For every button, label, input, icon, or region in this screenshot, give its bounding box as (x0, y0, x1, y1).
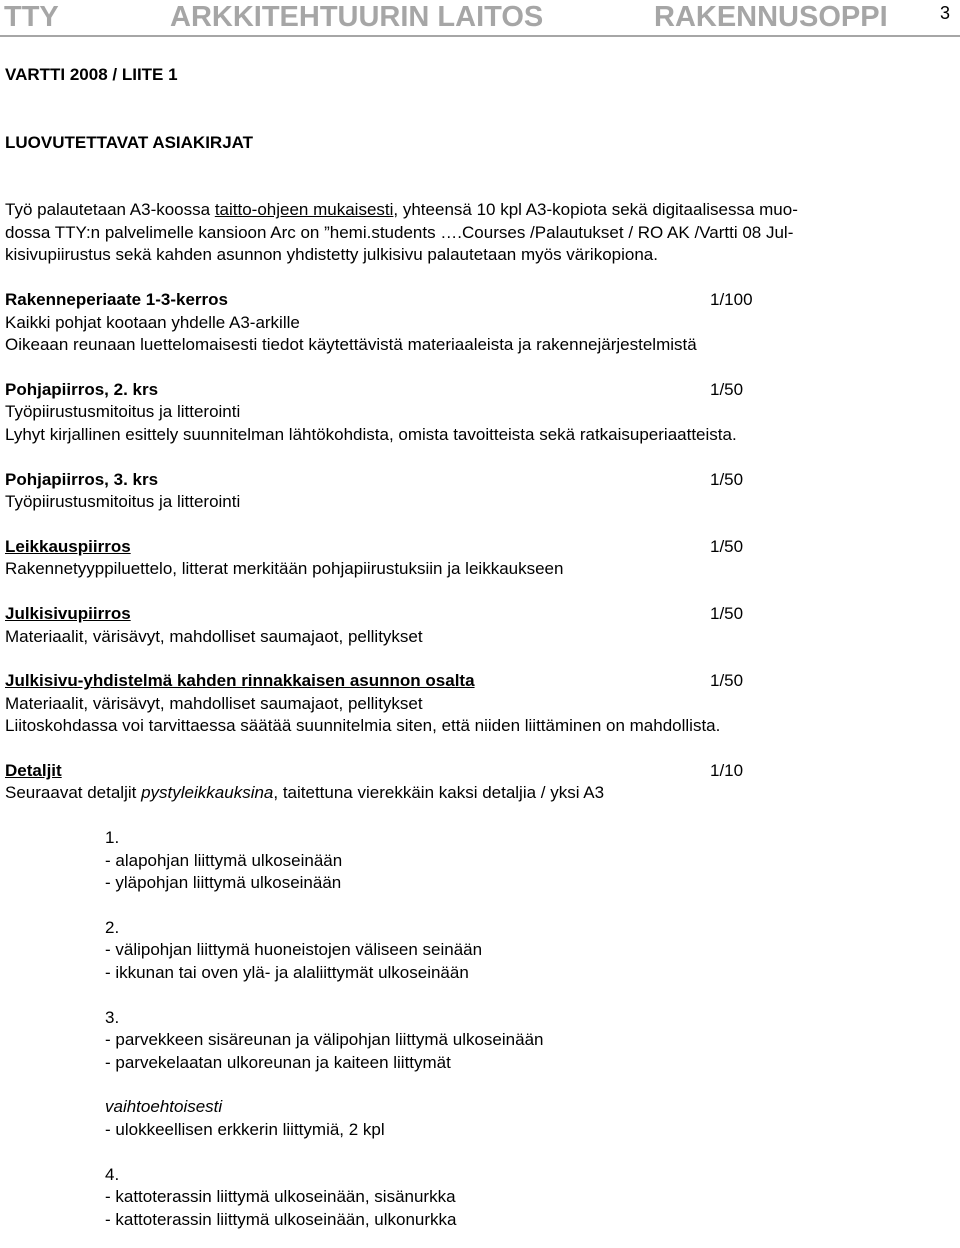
section-line: Rakennetyyppiluettelo, litterat merkitään pohjapiirustuksiin ja leikkaukseen (5, 559, 564, 579)
section-line: Materiaalit, värisävyt, mahdolliset saumajaot, pellitykset (5, 626, 423, 646)
detail-item: - kattoterassin liittymä ulkoseinään, ulkonurkka (105, 1209, 457, 1229)
details-desc-italic: pystyleikkauksina (141, 783, 274, 803)
section-line: Lyhyt kirjallinen esittely suunnitelman lähtökohdista, omista tavoitteista sekä ratkaisuperiaatteista. (5, 424, 737, 444)
section-scale: 1/50 (710, 671, 744, 691)
details-desc-1: Seuraavat detaljit (5, 783, 142, 803)
detail-group-2 (105, 917, 955, 985)
detail-item: - välipohjan liittymä huoneistojen väliseen seinään (105, 940, 483, 960)
detail-group-number: 1. (105, 828, 120, 848)
section-title: Pohjapiirros, 2. krs (5, 379, 159, 399)
section-rakenneperiaate (5, 289, 955, 357)
section-title: Detaljit (5, 760, 62, 780)
intro-text-2: , yhteensä 10 kpl A3-kopiota sekä digitaalisessa muo- (393, 200, 798, 220)
section-julkisivu (5, 603, 955, 648)
detail-item: - yläpohjan liittymä ulkoseinään (105, 873, 342, 893)
doc-title: VARTTI 2008 / LIITE 1 (5, 65, 178, 84)
section-scale: 1/50 (710, 603, 744, 623)
header-rule (0, 35, 960, 37)
section-line: Oikeaan reunaan luettelomaisesti tiedot käytettävistä materiaaleista ja rakennejärjestelmistä (5, 335, 697, 355)
section-title: LUOVUTETTAVAT ASIAKIRJAT (5, 132, 254, 152)
details-desc-2: , taitettuna vierekkäin kaksi detaljia / yksi A3 (273, 783, 605, 803)
section-heading (5, 379, 955, 402)
intro-line-3: kisivupiirustus sekä kahden asunnon yhdistetty julkisivu palautetaan myös värikopiona. (5, 245, 658, 265)
detail-group-alternative (105, 1096, 955, 1141)
section-heading (5, 536, 955, 559)
section-heading (5, 289, 955, 312)
detail-group-1 (105, 827, 955, 895)
section-line: Kaikki pohjat kootaan yhdelle A3-arkille (5, 312, 300, 332)
detail-item: - alapohjan liittymä ulkoseinään (105, 850, 343, 870)
page-header (0, 0, 960, 40)
section-heading (5, 603, 955, 626)
intro-line-1 (5, 199, 955, 222)
section-heading (5, 670, 955, 693)
section-leikkaus (5, 536, 955, 581)
header-left: TTY (4, 1, 59, 33)
intro-line-2: dossa TTY:n palvelimelle kansioon Arc on ”hemi.students ….Courses /Palautukset / RO AK /Vartti 08 Jul- (5, 222, 794, 242)
detail-group-number: 4. (105, 1164, 120, 1184)
section-julkisivu-yhdistelma (5, 670, 955, 738)
section-scale: 1/50 (710, 379, 744, 399)
section-title: Julkisivupiirros (5, 603, 131, 623)
section-line: Materiaalit, värisävyt, mahdolliset saumajaot, pellitykset (5, 693, 423, 713)
section-pohjapiirros-3 (5, 469, 955, 514)
detail-item: - parvekelaatan ulkoreunan ja kaiteen liittymät (105, 1052, 451, 1072)
section-title: Leikkauspiirros (5, 536, 131, 556)
section-scale: 1/100 (710, 289, 753, 309)
section-heading (5, 469, 955, 492)
section-scale: 1/50 (710, 469, 744, 489)
section-detaljit (5, 760, 955, 1232)
instructions-link[interactable]: taitto-ohjeen mukaisesti (214, 200, 394, 220)
section-line: Liitoskohdassa voi tarvittaessa säätää suunnitelmia siten, että niiden liittäminen on mahdollista. (5, 716, 721, 736)
page-number: 3 (940, 3, 951, 23)
section-pohjapiirros-2 (5, 379, 955, 447)
page-content (5, 64, 955, 1231)
detail-group-4 (105, 1164, 955, 1232)
header-right: RAKENNUSOPPI (654, 1, 888, 33)
detail-group-label: vaihtoehtoisesti (105, 1097, 223, 1117)
detail-group-number: 2. (105, 917, 120, 937)
details-description (5, 782, 955, 805)
section-scale: 1/10 (710, 760, 744, 780)
detail-item: - ulokkeellisen erkkerin liittymiä, 2 kpl (105, 1120, 385, 1139)
section-title: Pohjapiirros, 3. krs (5, 469, 159, 489)
section-title: Rakenneperiaate 1-3-kerros (5, 289, 229, 309)
detail-group-3 (105, 1007, 955, 1075)
section-heading (5, 760, 955, 783)
section-line: Työpiirustusmitoitus ja litterointi (5, 402, 241, 422)
detail-item: - parvekkeen sisäreunan ja välipohjan liittymä ulkoseinään (105, 1030, 544, 1050)
header-center: ARKKITEHTUURIN LAITOS (170, 1, 544, 33)
detail-group-number: 3. (105, 1007, 120, 1027)
section-line: Työpiirustusmitoitus ja litterointi (5, 492, 241, 512)
detail-item: - kattoterassin liittymä ulkoseinään, sisänurkka (105, 1187, 456, 1207)
intro-text-1: Työ palautetaan A3-koossa (5, 200, 215, 220)
detail-item: - ikkunan tai oven ylä- ja alaliittymät ulkoseinään (105, 963, 469, 983)
intro-paragraph (5, 199, 955, 267)
section-title: Julkisivu-yhdistelmä kahden rinnakkaisen asunnon osalta (5, 671, 475, 691)
details-list (5, 827, 955, 1231)
section-scale: 1/50 (710, 536, 744, 556)
